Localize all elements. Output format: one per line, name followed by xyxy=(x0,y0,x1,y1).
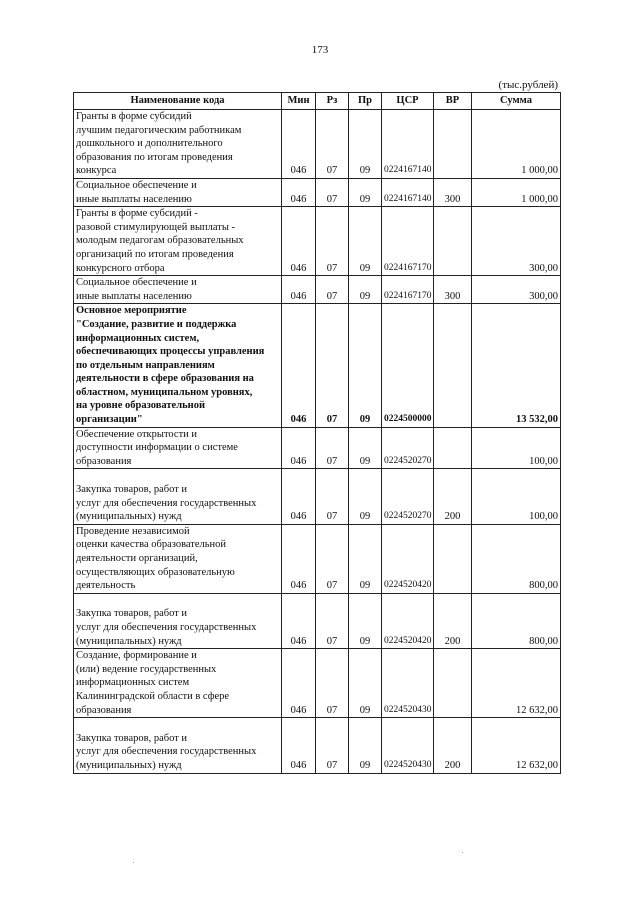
budget-table xyxy=(73,92,561,774)
cell-vr xyxy=(434,524,472,593)
cell-pr: 09 xyxy=(349,593,382,648)
cell-min: 046 xyxy=(282,469,316,524)
cell-vr xyxy=(434,304,472,427)
cell-vr: 300 xyxy=(434,276,472,304)
table-row xyxy=(74,524,561,593)
cell-name: Социальное обеспечение и иные выплаты населению xyxy=(74,178,282,206)
cell-rz: 07 xyxy=(316,178,349,206)
cell-name: Основное мероприятие "Создание, развитие и поддержка информационных систем, обеспечивающих процессы управления по отдельным направлениям деятельности в сфере образования на областном, муниципальном уровнях, на уровне образовательной организации" xyxy=(74,304,282,427)
cell-name: Закупка товаров, работ и услуг для обеспечения государственных (муниципальных) нужд xyxy=(74,718,282,773)
cell-vr: 200 xyxy=(434,593,472,648)
table-row xyxy=(74,718,561,773)
cell-rz: 07 xyxy=(316,207,349,276)
cell-pr: 09 xyxy=(349,276,382,304)
units-label: (тыс.рублей) xyxy=(498,79,558,91)
cell-min: 046 xyxy=(282,524,316,593)
cell-min: 046 xyxy=(282,276,316,304)
header-name: Наименование кода xyxy=(74,93,282,110)
cell-min: 046 xyxy=(282,207,316,276)
cell-sum: 300,00 xyxy=(472,276,561,304)
cell-name: Социальное обеспечение и иные выплаты населению xyxy=(74,276,282,304)
cell-csr: 0224167170 xyxy=(382,276,434,304)
cell-min: 046 xyxy=(282,178,316,206)
table-row xyxy=(74,207,561,276)
cell-csr: 0224520430 xyxy=(382,649,434,718)
cell-csr: 0224167140 xyxy=(382,110,434,179)
cell-csr: 0224520270 xyxy=(382,469,434,524)
header-min: Мин xyxy=(282,93,316,110)
header-vr: ВР xyxy=(434,93,472,110)
header-csr: ЦСР xyxy=(382,93,434,110)
cell-pr: 09 xyxy=(349,427,382,469)
cell-rz: 07 xyxy=(316,593,349,648)
cell-min: 046 xyxy=(282,427,316,469)
cell-pr: 09 xyxy=(349,110,382,179)
cell-pr: 09 xyxy=(349,304,382,427)
cell-sum: 100,00 xyxy=(472,469,561,524)
cell-name: Проведение независимой оценки качества образовательной деятельности организаций, осуществляющих образовательную деятельность xyxy=(74,524,282,593)
cell-name: Закупка товаров, работ и услуг для обеспечения государственных (муниципальных) нужд xyxy=(74,469,282,524)
cell-sum: 13 532,00 xyxy=(472,304,561,427)
cell-rz: 07 xyxy=(316,649,349,718)
cell-name: Гранты в форме субсидий лучшим педагогическим работникам дошкольного и дополнительного образования по итогам проведения конкурса xyxy=(74,110,282,179)
table-row xyxy=(74,649,561,718)
cell-sum: 100,00 xyxy=(472,427,561,469)
cell-csr: 0224520270 xyxy=(382,427,434,469)
cell-min: 046 xyxy=(282,718,316,773)
table-row xyxy=(74,178,561,206)
cell-sum: 12 632,00 xyxy=(472,718,561,773)
cell-name: Закупка товаров, работ и услуг для обеспечения государственных (муниципальных) нужд xyxy=(74,593,282,648)
cell-vr: 300 xyxy=(434,178,472,206)
cell-pr: 09 xyxy=(349,207,382,276)
header-rz: Рз xyxy=(316,93,349,110)
cell-rz: 07 xyxy=(316,110,349,179)
cell-sum: 300,00 xyxy=(472,207,561,276)
cell-pr: 09 xyxy=(349,178,382,206)
cell-vr xyxy=(434,649,472,718)
cell-name: Обеспечение открытости и доступности информации о системе образования xyxy=(74,427,282,469)
table-row xyxy=(74,469,561,524)
page-number: 173 xyxy=(311,44,329,56)
cell-sum: 1 000,00 xyxy=(472,110,561,179)
cell-csr: 0224167140 xyxy=(382,178,434,206)
cell-sum: 800,00 xyxy=(472,593,561,648)
cell-csr: 0224520430 xyxy=(382,718,434,773)
cell-min: 046 xyxy=(282,649,316,718)
cell-sum: 12 632,00 xyxy=(472,649,561,718)
header-sum: Сумма xyxy=(472,93,561,110)
cell-vr: 200 xyxy=(434,718,472,773)
cell-rz: 07 xyxy=(316,718,349,773)
cell-name: Создание, формирование и (или) ведение государственных информационных систем Калининградской области в сфере образования xyxy=(74,649,282,718)
scan-speck xyxy=(133,862,134,863)
cell-pr: 09 xyxy=(349,524,382,593)
cell-vr xyxy=(434,427,472,469)
cell-min: 046 xyxy=(282,304,316,427)
cell-rz: 07 xyxy=(316,427,349,469)
cell-sum: 1 000,00 xyxy=(472,178,561,206)
table-row xyxy=(74,427,561,469)
cell-csr: 0224500000 xyxy=(382,304,434,427)
cell-vr: 200 xyxy=(434,469,472,524)
cell-rz: 07 xyxy=(316,276,349,304)
cell-vr xyxy=(434,110,472,179)
header-pr: Пр xyxy=(349,93,382,110)
cell-csr: 0224167170 xyxy=(382,207,434,276)
cell-rz: 07 xyxy=(316,304,349,427)
cell-sum: 800,00 xyxy=(472,524,561,593)
cell-min: 046 xyxy=(282,110,316,179)
cell-min: 046 xyxy=(282,593,316,648)
cell-pr: 09 xyxy=(349,469,382,524)
table-row xyxy=(74,304,561,427)
cell-name: Гранты в форме субсидий - разовой стимулирующей выплаты - молодым педагогам образовательных организаций по итогам проведения конкурсного отбора xyxy=(74,207,282,276)
cell-rz: 07 xyxy=(316,469,349,524)
table-row xyxy=(74,276,561,304)
cell-pr: 09 xyxy=(349,718,382,773)
table-row xyxy=(74,593,561,648)
cell-csr: 0224520420 xyxy=(382,524,434,593)
cell-csr: 0224520420 xyxy=(382,593,434,648)
cell-vr xyxy=(434,207,472,276)
cell-rz: 07 xyxy=(316,524,349,593)
table-header-row xyxy=(74,93,561,110)
cell-pr: 09 xyxy=(349,649,382,718)
scan-speck xyxy=(462,852,463,853)
table-row xyxy=(74,110,561,179)
